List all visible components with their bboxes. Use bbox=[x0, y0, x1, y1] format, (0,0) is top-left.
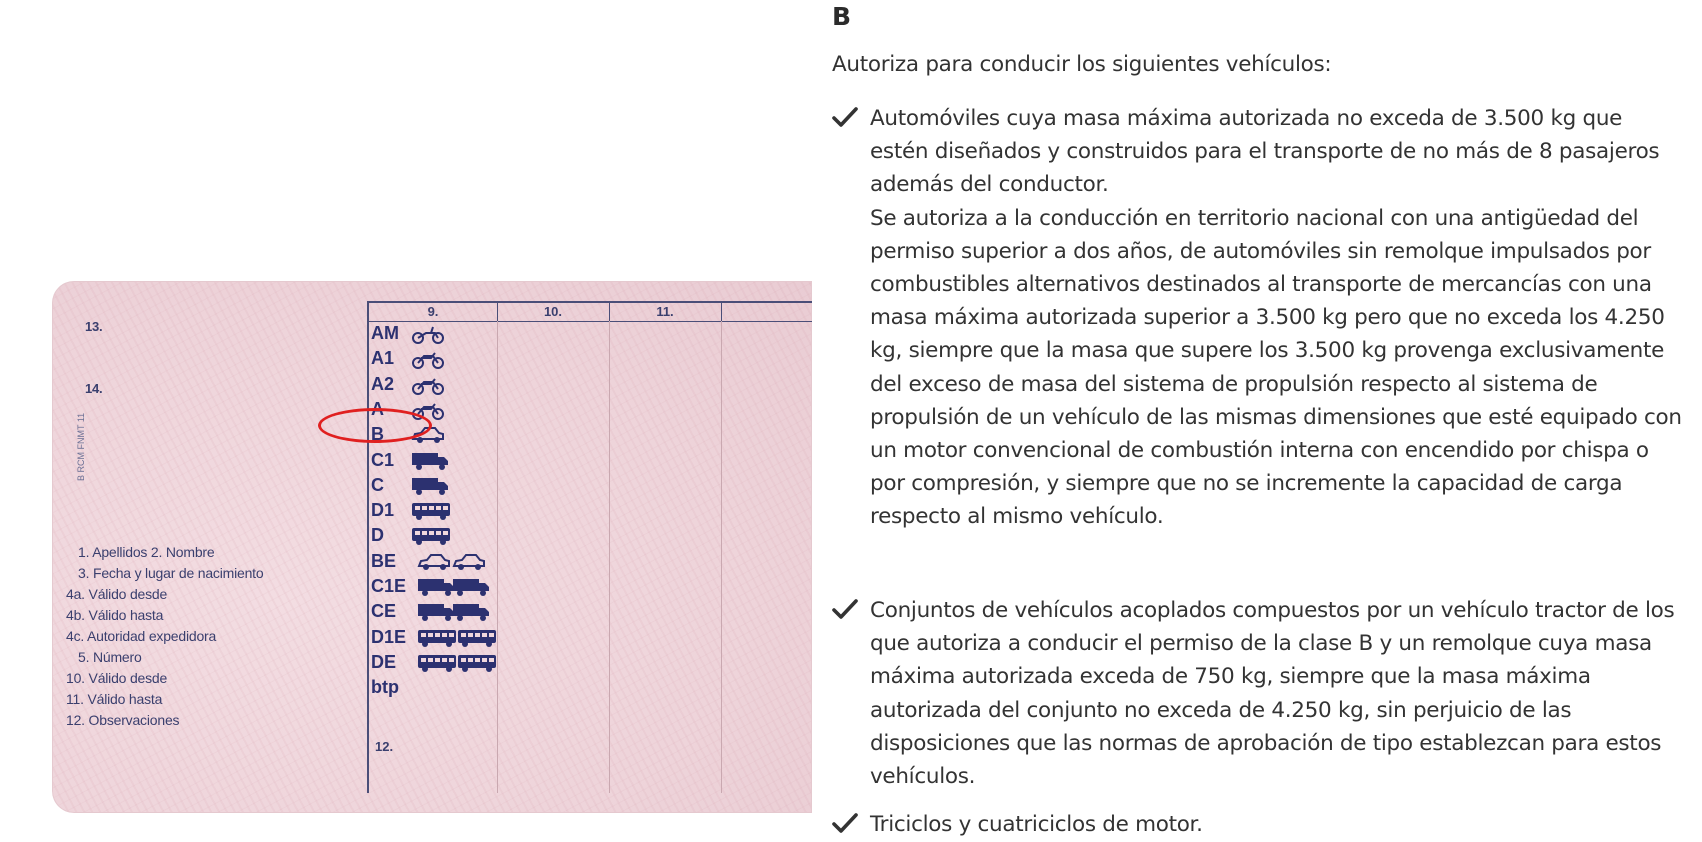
license-card-image bbox=[52, 281, 812, 813]
truck-icon bbox=[452, 577, 490, 601]
category-code: C1 bbox=[371, 449, 395, 470]
list-item bbox=[832, 594, 1682, 793]
card-field-label: 11. Válido hasta bbox=[66, 691, 163, 707]
car-icon bbox=[417, 552, 451, 576]
grid-divider bbox=[721, 321, 722, 793]
bus-icon bbox=[411, 526, 451, 550]
truck-icon bbox=[417, 602, 455, 626]
category-grid bbox=[367, 301, 812, 793]
bus-icon bbox=[457, 653, 497, 677]
license-class-title: B bbox=[832, 2, 852, 31]
category-code: btp bbox=[371, 677, 399, 698]
check-icon bbox=[832, 812, 858, 834]
category-code: AM bbox=[371, 323, 399, 343]
category-code: D1 bbox=[371, 500, 395, 521]
category-code: B bbox=[371, 424, 384, 445]
category-code: BE bbox=[371, 550, 397, 571]
license-description-panel bbox=[812, 0, 1702, 842]
list-item-text: Triciclos y cuatriciclos de motor. bbox=[870, 812, 1203, 837]
column-header-11: 11. bbox=[609, 303, 722, 322]
truck-icon bbox=[452, 602, 490, 626]
field-13-label: 13. bbox=[85, 319, 103, 334]
category-code: D1E bbox=[371, 626, 407, 647]
truck-icon bbox=[411, 451, 449, 475]
category-code: A1 bbox=[371, 348, 395, 369]
category-code: C1E bbox=[371, 576, 407, 596]
truck-icon bbox=[411, 476, 449, 500]
grid-divider bbox=[497, 321, 498, 793]
moped-icon bbox=[411, 324, 445, 348]
column-header-blank bbox=[721, 303, 812, 322]
bus-icon bbox=[417, 653, 457, 677]
category-code: A bbox=[371, 398, 384, 419]
bus-icon bbox=[417, 628, 457, 652]
card-field-label: 12. Observaciones bbox=[66, 712, 180, 728]
category-code: CE bbox=[371, 601, 397, 622]
intro-text: Autoriza para conducir los siguientes vehículos: bbox=[832, 52, 1332, 77]
field-14-label: 14. bbox=[85, 381, 103, 396]
check-icon bbox=[832, 598, 858, 620]
card-field-label: 4b. Válido hasta bbox=[66, 607, 164, 623]
list-item-text: Conjuntos de vehículos acoplados compuestos por un vehículo tractor de los que autoriza a conducir el permiso de la clase B y un remolque cuya masa máxima autorizada exceda de 750 kg, siempre que la masa máxima autorizada del conjunto no exceda de 4.250 kg, sin perjuicio de las disposiciones que las normas de aprobación de tipo establezcan para estos vehículos. bbox=[870, 598, 1675, 790]
card-field-label: 1. Apellidos 2. Nombre bbox=[78, 544, 215, 560]
card-field-label: 10. Válido desde bbox=[66, 670, 168, 686]
list-item bbox=[832, 808, 1682, 841]
truck-icon bbox=[417, 577, 455, 601]
observations-label: 12. bbox=[375, 739, 394, 754]
highlight-circle bbox=[318, 408, 432, 443]
category-code: A2 bbox=[371, 373, 395, 394]
moto-icon bbox=[411, 349, 445, 373]
category-code: DE bbox=[371, 651, 397, 672]
card-field-label: 5. Número bbox=[78, 649, 142, 665]
category-code: C bbox=[371, 474, 384, 495]
list-item bbox=[832, 102, 1682, 534]
card-field-label: 3. Fecha y lugar de nacimiento bbox=[78, 565, 264, 581]
bus-icon bbox=[457, 628, 497, 652]
list-item-text: Automóviles cuya masa máxima autorizada no exceda de 3.500 kg que estén diseñados y construidos para el transporte de no más de 8 pasajeros además del conductor. bbox=[870, 106, 1660, 198]
car-icon bbox=[452, 552, 486, 576]
category-code: D bbox=[371, 525, 384, 546]
moto-icon bbox=[411, 375, 445, 399]
grid-divider bbox=[609, 321, 610, 793]
card-field-label: 4c. Autoridad expedidora bbox=[66, 628, 217, 644]
column-header-10: 10. bbox=[497, 303, 610, 322]
card-vertical-code: B RCM FNMT 11 bbox=[76, 412, 86, 481]
list-item-text: Se autoriza a la conducción en territorio nacional con una antigüedad del permiso superior a dos años, de automóviles sin remolque impulsados por combustibles alternativos destinados al transporte de mercancías con una masa máxima autorizada superior a 3.500 kg pero que no exceda los 4.250 kg, siempre que la masa que supere los 3.500 kg provenga exclusivamente del exceso de masa del sistema de propulsión respecto al sistema de propulsión de un vehículo de las mismas dimensiones que esté equipado con un motor convencional de combustión interna con encendido por chispa o por compresión, y siempre que no se incremente la capacidad de carga respecto al mismo vehículo. bbox=[870, 205, 1682, 530]
card-field-label: 4a. Válido desde bbox=[66, 586, 168, 602]
column-header-9: 9. bbox=[369, 303, 498, 322]
check-icon bbox=[832, 106, 858, 128]
bus-icon bbox=[411, 501, 451, 525]
